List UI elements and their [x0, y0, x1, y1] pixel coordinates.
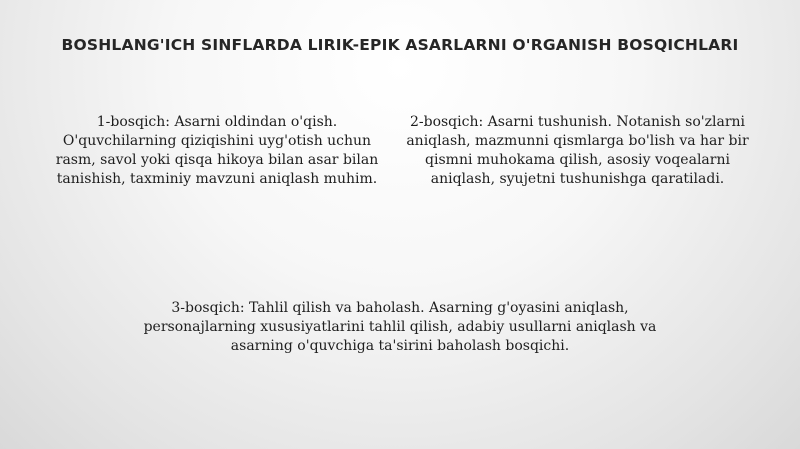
- stage-3-text: 3-bosqich: Tahlil qilish va baholash. Asarning g'oyasini aniqlash, personajlarning xususiyatlarini tahlil qilish, adabiy usullarni aniqlash va asarning o'quvchiga ta'sirini baholash bosqichi.: [143, 300, 657, 354]
- slide-title: BOSHLANG'ICH SINFLARDA LIRIK-EPIK ASARLARNI O'RGANISH BOSQICHLARI: [61, 36, 739, 54]
- stage-2-text: 2-bosqich: Asarni tushunish. Notanish so'zlarni aniqlash, mazmunni qismlarga bo'lish va har bir qismni muhokama qilish, asosiy voqealarni aniqlash, syujetni tushunishga qaratiladi.: [406, 114, 749, 187]
- stage-1-text: 1-bosqich: Asarni oldindan o'qish. O'quvchilarning qiziqishini uyg'otish uchun rasm, savol yoki qisqa hikoya bilan asar bilan tanishish, taxminiy mavzuni aniqlash muhim.: [55, 114, 379, 187]
